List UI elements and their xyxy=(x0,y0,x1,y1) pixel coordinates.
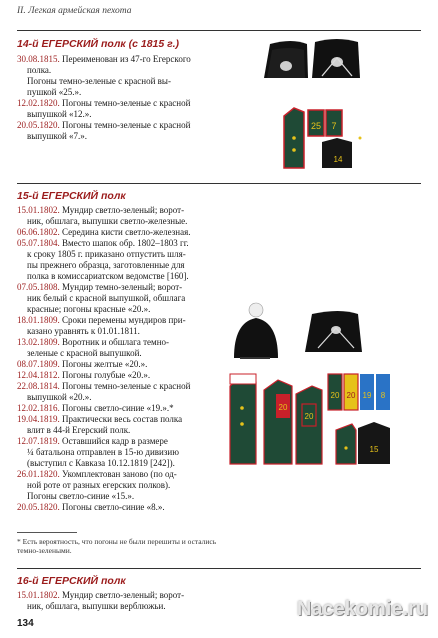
entry-text: Вместо шапок обр. 1802–1803 гг. xyxy=(62,238,189,248)
shoulder-number: 20 xyxy=(304,412,314,421)
entry-text: Сроки перемены мундиров при- xyxy=(62,315,186,325)
entry-text: Погоны желтые «20.». xyxy=(62,359,148,369)
shoulder-number: 7 xyxy=(331,121,337,131)
collar-shoulder-strap-14 xyxy=(282,98,372,170)
entry-text: Воротник и обшлага темно- xyxy=(62,337,170,347)
collars-shoulder-straps-15 xyxy=(228,368,408,466)
entry-date: 15.01.1802. xyxy=(17,590,62,600)
entry-text: Переименован из 47-го Егерского xyxy=(62,54,191,64)
entry-text: Мундир светло-зеленый; ворот- xyxy=(62,590,185,600)
chronology-entry xyxy=(17,370,232,381)
running-head: II. Легкая армейская пехота xyxy=(17,6,132,16)
entry-date: 13.02.1809. xyxy=(17,337,62,347)
chronology-entry xyxy=(17,337,232,359)
footnote: * Есть вероятность, что погоны не были перешиты и остались темно-зелеными. xyxy=(17,537,217,555)
chronology-entry xyxy=(17,315,232,337)
entry-text: пушкой «25.». xyxy=(27,87,82,97)
entry-text: ник, обшлага, выпушки светло-железные. xyxy=(27,216,188,226)
entry-text: Мундир темно-зеленый; ворот- xyxy=(62,282,183,292)
entry-date: 18.01.1809. xyxy=(17,315,62,325)
entry-date: 19.04.1819. xyxy=(17,414,62,424)
chronology-entry xyxy=(17,205,232,227)
entry-text: Середина кисти светло-железная. xyxy=(62,227,191,237)
section-divider xyxy=(17,183,421,184)
entry-date: 20.05.1820. xyxy=(17,120,62,130)
entry-text: Погоны светло-синие «19.».* xyxy=(62,403,174,413)
chronology-entry xyxy=(17,590,232,612)
section-14-entries xyxy=(17,54,232,142)
watermark: Nacekomie.ru xyxy=(296,598,428,620)
chronology-entry xyxy=(17,98,232,120)
section-15-entries xyxy=(17,205,232,513)
shoulder-number: 20 xyxy=(346,391,356,400)
page-number: 134 xyxy=(17,618,34,629)
shoulder-number: 14 xyxy=(333,155,343,164)
entry-date: 12.02.1820. xyxy=(17,98,62,108)
chronology-entry xyxy=(17,469,232,502)
section-divider xyxy=(17,30,421,31)
section-15-title: 15-й ЕГЕРСКИЙ полк xyxy=(17,190,126,202)
entry-text: Погоны голубые «20.». xyxy=(62,370,151,380)
entry-text: выпушкой «12.». xyxy=(27,109,92,119)
entry-text: ¼ батальона отправлен в 15-ю дивизию xyxy=(27,447,179,457)
entry-date: 08.07.1809. xyxy=(17,359,62,369)
entry-date: 30.08.1815. xyxy=(17,54,62,64)
entry-date: 07.05.1808. xyxy=(17,282,62,292)
entry-text: Погоны светло-синие «8.». xyxy=(62,502,165,512)
entry-text: Погоны темно-зеленые с красной xyxy=(62,381,191,391)
chronology-entry xyxy=(17,403,232,414)
shako-illustration xyxy=(262,36,362,81)
entry-text: Практически весь состав полка xyxy=(62,414,183,424)
entry-date: 12.07.1819. xyxy=(17,436,62,446)
entry-text: к сроку 1805 г. приказано отпустить шля- xyxy=(27,249,186,259)
entry-date: 12.02.1816. xyxy=(17,403,62,413)
entry-text: ник, обшлага, выпушки верблюжьи. xyxy=(27,601,166,611)
entry-text: выпушкой «7.». xyxy=(27,131,88,141)
footnote-rule xyxy=(17,532,77,533)
entry-text: Погоны светло-синие «15.». xyxy=(27,491,135,501)
shoulder-number: 19 xyxy=(362,391,372,400)
entry-text: полка в комиссариатском ведомстве [160]. xyxy=(27,271,189,281)
entry-date: 12.04.1812. xyxy=(17,370,62,380)
chronology-entry xyxy=(17,120,232,142)
entry-text: Погоны темно-зеленые с красной вы- xyxy=(27,76,171,86)
section-16-entries xyxy=(17,590,232,612)
chronology-entry xyxy=(17,359,232,370)
shoulder-number: 20 xyxy=(278,403,288,412)
chronology-entry xyxy=(17,436,232,469)
section-divider xyxy=(17,568,421,569)
chronology-entry xyxy=(17,227,232,238)
hat-shako-illustration xyxy=(230,300,390,362)
entry-date: 20.05.1820. xyxy=(17,502,62,512)
entry-text: ник белый с красной выпушкой, обшлага xyxy=(27,293,186,303)
entry-text: полка. xyxy=(27,65,52,75)
chronology-entry xyxy=(17,54,232,98)
chronology-entry xyxy=(17,381,232,403)
shoulder-number: 25 xyxy=(310,121,322,131)
entry-text: Оставшийся кадр в размере xyxy=(62,436,168,446)
chronology-entry xyxy=(17,502,232,513)
entry-date: 05.07.1804. xyxy=(17,238,62,248)
entry-date: 15.01.1802. xyxy=(17,205,62,215)
chronology-entry xyxy=(17,238,232,282)
shoulder-number: 20 xyxy=(330,391,340,400)
entry-text: Мундир светло-зеленый; ворот- xyxy=(62,205,185,215)
section-14-title: 14-й ЕГЕРСКИЙ полк (с 1815 г.) xyxy=(17,38,180,50)
entry-date: 26.01.1820. xyxy=(17,469,62,479)
chronology-entry xyxy=(17,414,232,436)
entry-text: казано уравнять к 01.01.1811. xyxy=(27,326,140,336)
entry-text: Погоны темно-зеленые с красной xyxy=(62,120,191,130)
entry-text: выпушкой «20.». xyxy=(27,392,92,402)
entry-date: 06.06.1802. xyxy=(17,227,62,237)
entry-date: 22.08.1814. xyxy=(17,381,62,391)
section-16-title: 16-й ЕГЕРСКИЙ полк xyxy=(17,575,126,587)
chronology-entry xyxy=(17,282,232,315)
entry-text: Укомплектован заново (по од- xyxy=(62,469,177,479)
entry-text: красные; погоны красные «20.». xyxy=(27,304,151,314)
entry-text: влит в 44-й Егерский полк. xyxy=(27,425,131,435)
entry-text: зеленые с красной выпушкой. xyxy=(27,348,142,358)
entry-text: пы прежнего образца, заготовленные для xyxy=(27,260,185,270)
shoulder-number: 8 xyxy=(380,391,386,400)
shoulder-number: 15 xyxy=(369,445,379,454)
entry-text: (выступил с Кавказа 10.12.1819 [242]). xyxy=(27,458,175,468)
entry-text: ной роте от разных егерских полков). xyxy=(27,480,171,490)
entry-text: Погоны темно-зеленые с красной xyxy=(62,98,191,108)
